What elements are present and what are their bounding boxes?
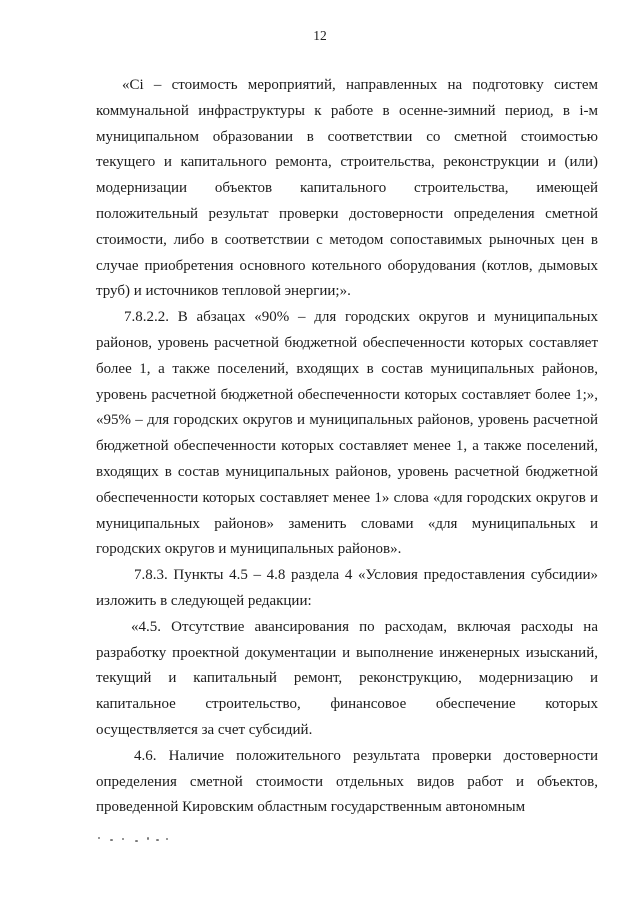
paragraph-4-6: 4.6. Наличие положительного результата проверки достоверности определения сметной стоимости отдельных видов работ и объектов, проведенной Кировским областным государственным автономным (96, 747, 598, 816)
document-body (96, 73, 598, 821)
scan-artifact (96, 834, 172, 844)
paragraph-ci-definition: «Ci – стоимость мероприятий, направленных на подготовку систем коммунальной инфраструктуры к работе в осенне-зимний период, в i-м муниципальном образовании в соответствии со сметной стоимостью текущего и капитального ремонта, строительства, реконструкции и (или) модернизации объектов капитального строительства, имеющей положительный результат проверки достоверности определения сметной стоимости, либо в соответствии с методом сопоставимых рыночных цен в случае приобретения основного котельного оборудования (котлов, дымовых труб) и источников тепловой энергии;». (96, 77, 598, 300)
paragraph-7-8-3: 7.8.3. Пункты 4.5 – 4.8 раздела 4 «Условия предоставления субсидии» изложить в следующей редакции: (96, 567, 598, 609)
page-number: 12 (313, 28, 327, 43)
paragraph-7-8-2-2: 7.8.2.2. В абзацах «90% – для городских округов и муниципальных районов, уровень расчетной бюджетной обеспеченности которых составляет более 1, а также поселений, входящих в состав муниципальных районов, уровень расчетной бюджетной обеспеченности которых составляет более 1;», «95% – для городских округов и муниципальных районов, уровень расчетной бюджетной обеспеченности которых составляет менее 1, а также поселений, входящих в состав муниципальных районов, уровень расчетной бюджетной обеспеченности которых составляет менее 1» слова «для городских округов и муниципальных районов» заменить словами «для муниципальных и городских округов и муниципальных районов». (96, 309, 598, 558)
paragraph-4-5: «4.5. Отсутствие авансирования по расходам, включая расходы на разработку проектной документации и выполнение инженерных изысканий, текущий и капитальный ремонт, реконструкцию, модернизацию и капитальное строительство, финансовое обеспечение которых осуществляется за счет субсидий. (96, 618, 598, 738)
